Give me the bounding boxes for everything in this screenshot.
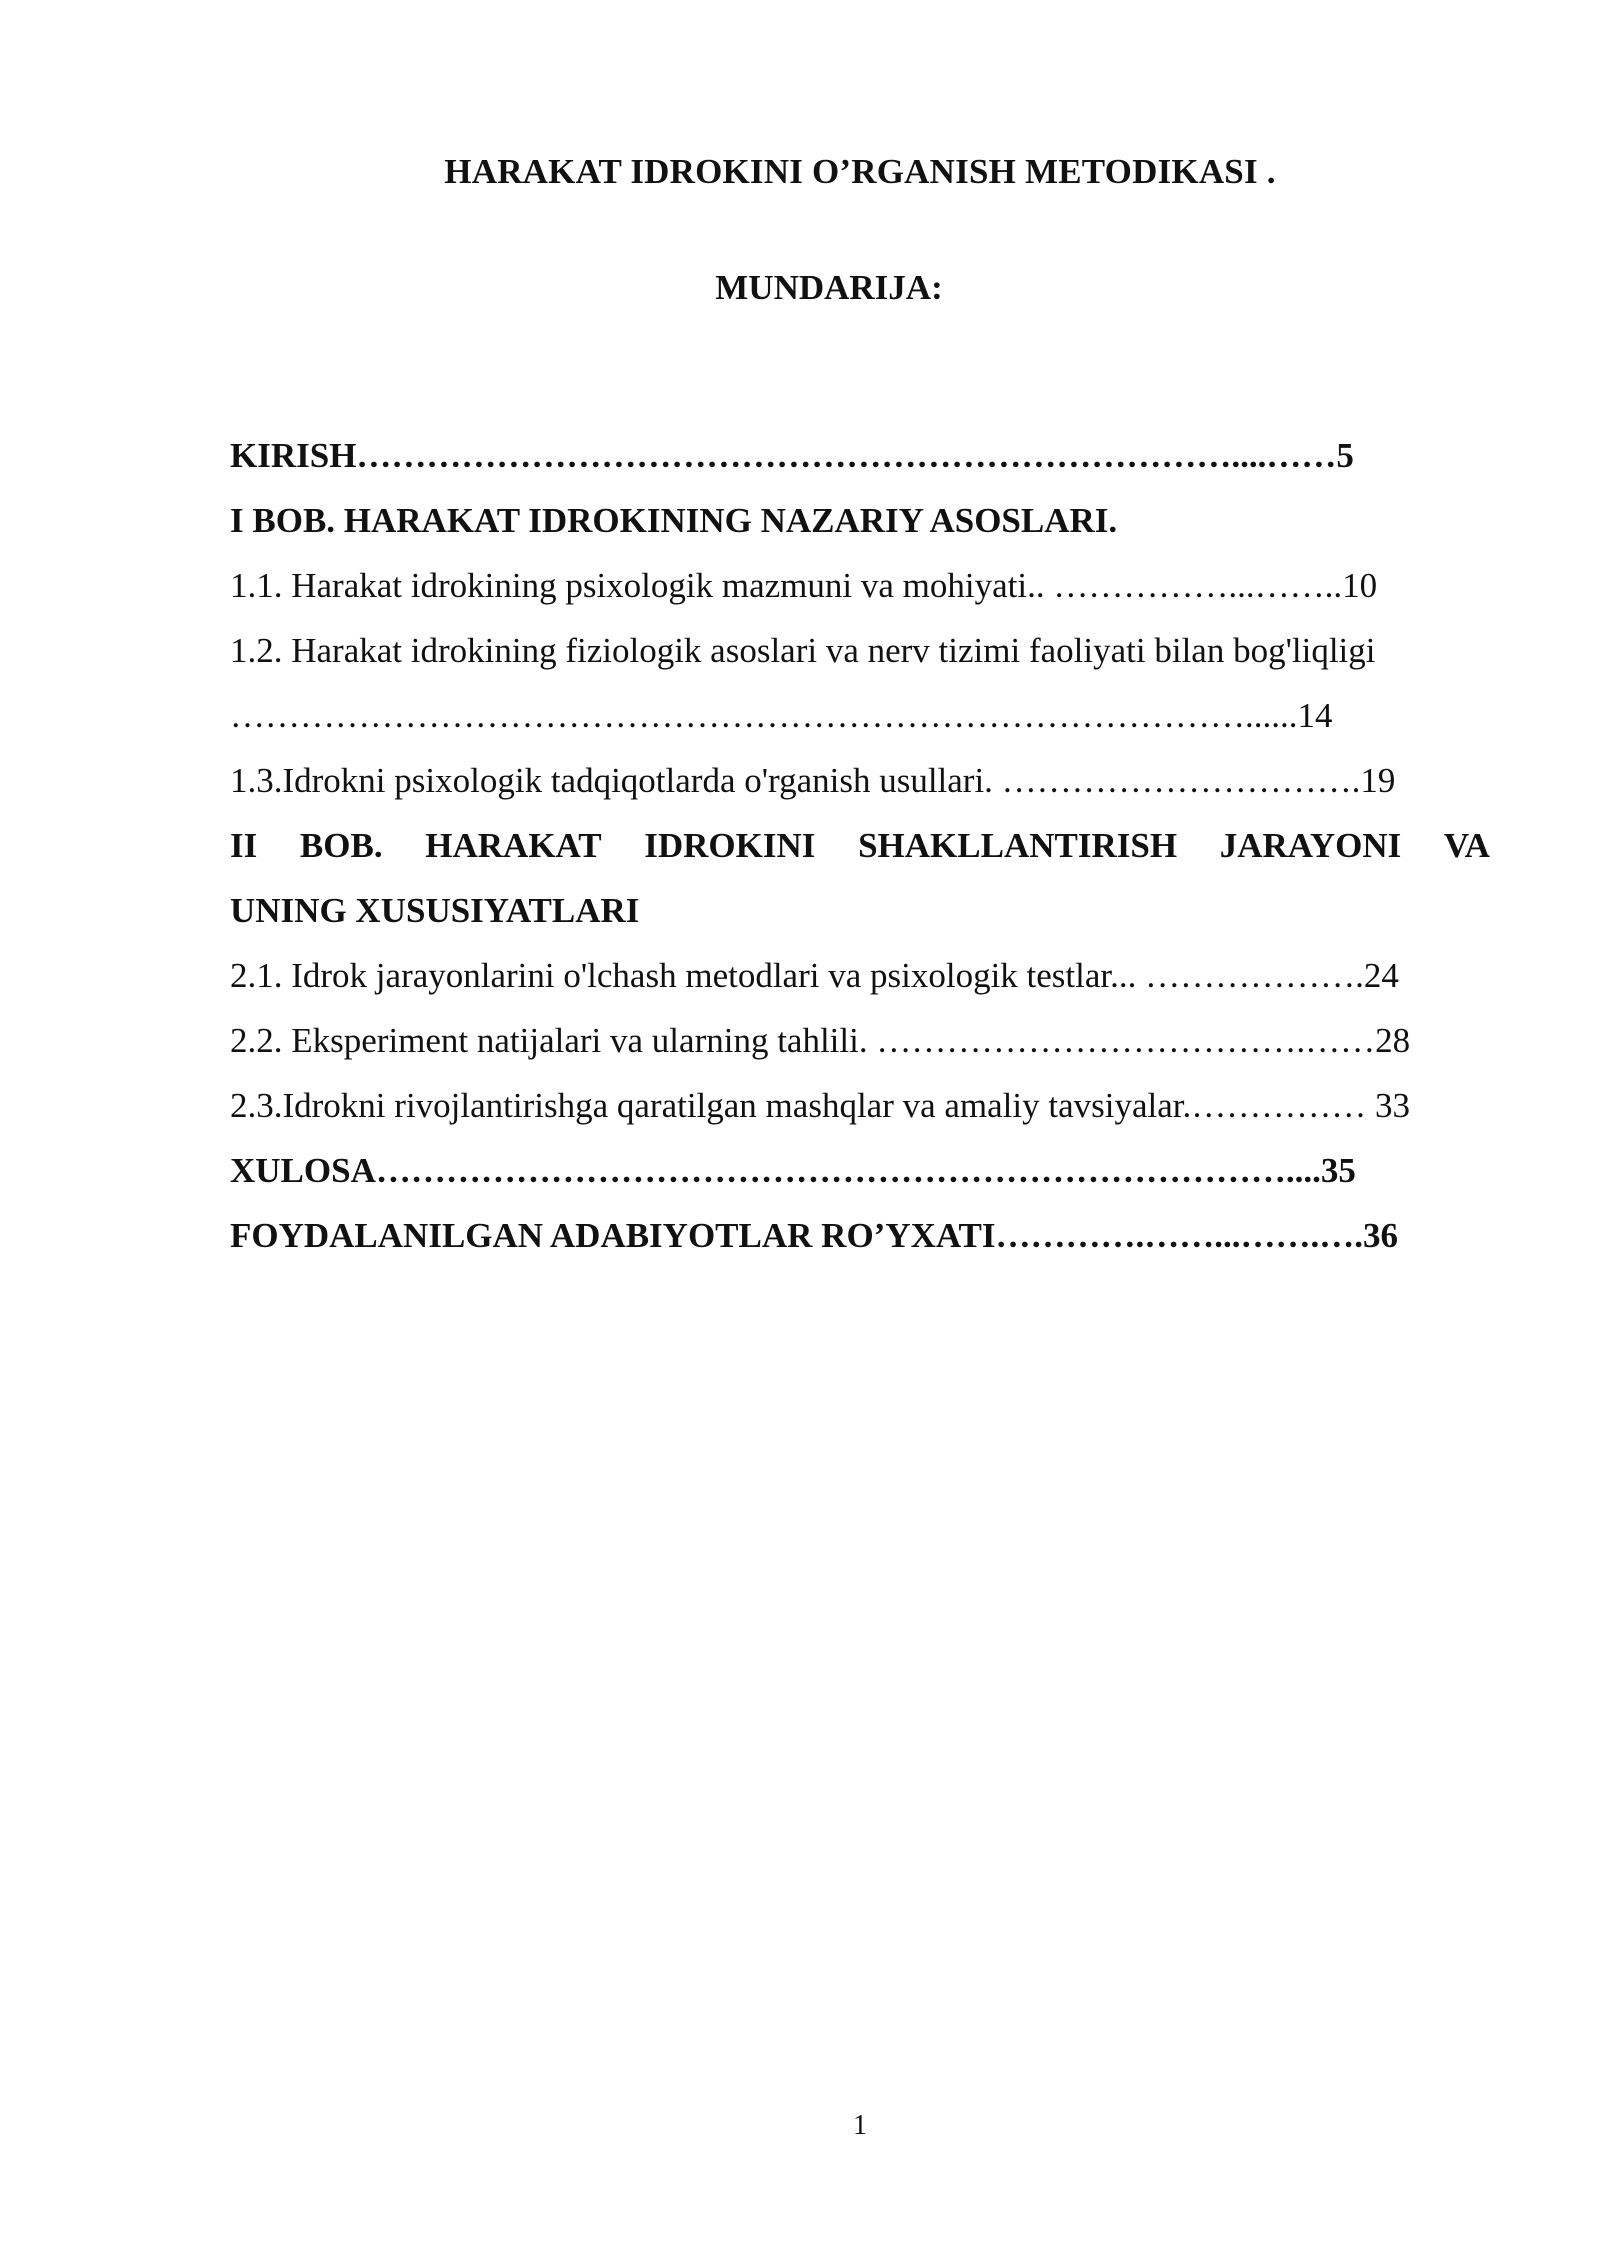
toc-entry-1-2-leader: ……………………………………………………………………………......14 — [230, 696, 1333, 735]
document-title: HARAKAT IDROKINI O’RGANISH METODIKASI . — [444, 152, 1276, 191]
toc-entry-1-2: 1.2. Harakat idrokining fiziologik asoslari va nerv tizimi faoliyati bilan bog'liqligi — [230, 631, 1376, 670]
toc-entry-xulosa: XULOSA……………………………………………………………………....35 — [230, 1151, 1356, 1190]
toc-heading: MUNDARIJA: — [715, 268, 943, 307]
toc-entry-1-1: 1.1. Harakat idrokining psixologik mazmuni va mohiyati.. ……………...……..10 — [230, 566, 1378, 605]
page-number: 1 — [853, 2110, 867, 2141]
toc-word: II — [230, 826, 258, 865]
toc-word: JARAYONI — [1219, 826, 1402, 865]
toc-entry-2-1: 2.1. Idrok jarayonlarini o'lchash metodlari va psixologik testlar... ……………….24 — [230, 956, 1399, 995]
toc-entry-kirish: KIRISH…………………………………………………………………....……5 — [230, 436, 1354, 475]
toc-entry-2-2: 2.2. Eksperiment natijalari va ularning tahlili. ……………………………….……28 — [230, 1021, 1411, 1060]
table-of-contents — [230, 432, 1490, 1277]
toc-entry-chapter-2 — [230, 822, 1490, 887]
toc-entry-adabiyotlar: FOYDALANILGAN ADABIYOTLAR RO’YXATI………….……...…….….36 — [230, 1216, 1399, 1255]
toc-entry-chapter-1: I BOB. HARAKAT IDROKINING NAZARIY ASOSLARI. — [230, 501, 1118, 540]
toc-word: BOB. — [299, 826, 383, 865]
toc-word: VA — [1443, 826, 1490, 865]
toc-entry-chapter-2-cont: UNING XUSUSIYATLARI — [230, 891, 640, 930]
toc-entry-2-3: 2.3.Idrokni rivojlantirishga qaratilgan mashqlar va amaliy tavsiyalar.…………… 33 — [230, 1086, 1411, 1125]
toc-word: IDROKINI — [644, 826, 816, 865]
toc-word: HARAKAT — [425, 826, 602, 865]
toc-entry-1-3: 1.3.Idrokni psixologik tadqiqotlarda o'rganish usullari. ………………………….19 — [230, 761, 1396, 800]
toc-word: SHAKLLANTIRISH — [858, 826, 1178, 865]
